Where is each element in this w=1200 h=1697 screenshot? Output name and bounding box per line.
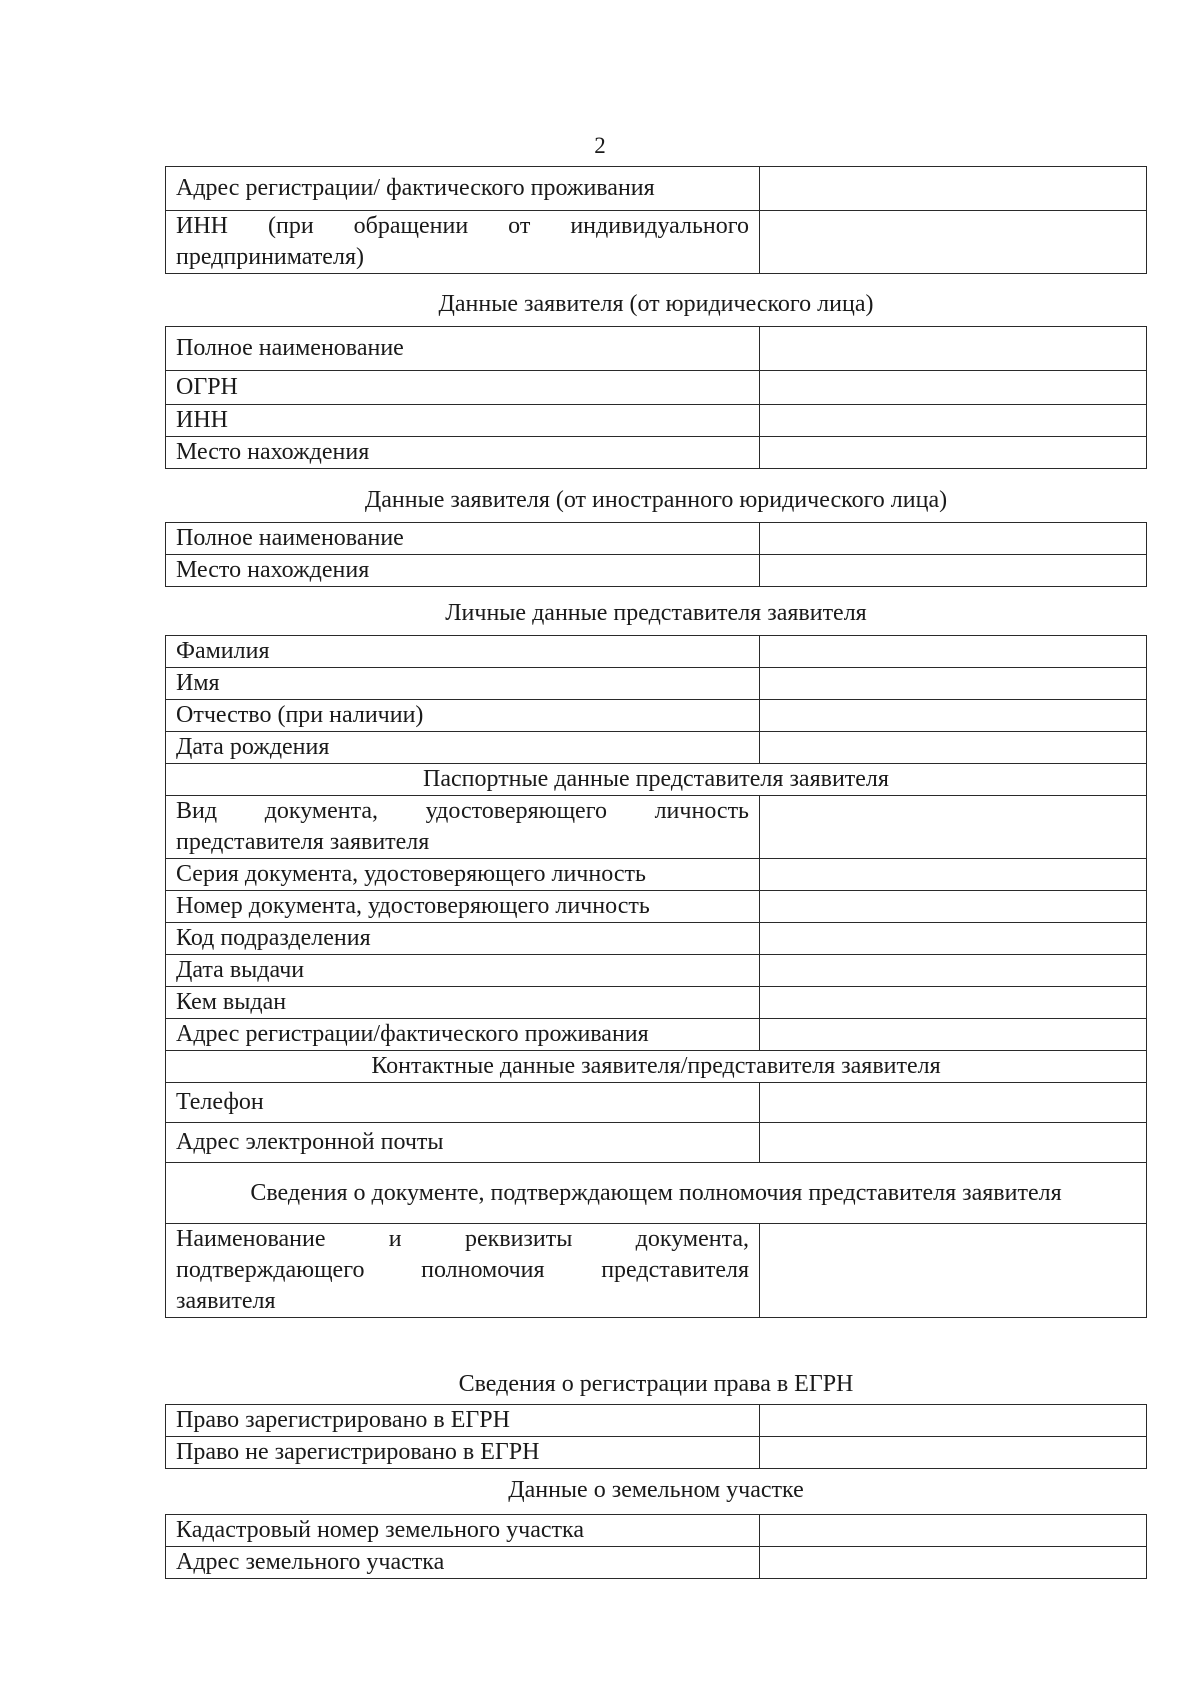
table-row bbox=[166, 1405, 1147, 1437]
row-value-field[interactable] bbox=[760, 1224, 1147, 1318]
table-row bbox=[166, 371, 1147, 405]
row-value-field[interactable] bbox=[760, 211, 1147, 274]
row-value-field[interactable] bbox=[760, 1515, 1147, 1547]
row-value-field[interactable] bbox=[760, 1405, 1147, 1437]
row-value-field[interactable] bbox=[760, 1083, 1147, 1123]
table-row bbox=[166, 1019, 1147, 1051]
table-row bbox=[166, 1123, 1147, 1163]
row-label: Телефон bbox=[166, 1083, 760, 1123]
representative-section bbox=[165, 597, 1147, 1318]
legal-entity-section bbox=[165, 288, 1147, 469]
table-row bbox=[166, 437, 1147, 469]
row-value-field[interactable] bbox=[760, 700, 1147, 732]
row-value-field[interactable] bbox=[760, 1437, 1147, 1469]
row-label: Кем выдан bbox=[166, 987, 760, 1019]
row-value-field[interactable] bbox=[760, 555, 1147, 587]
row-label: Полное наименование bbox=[166, 523, 760, 555]
row-label: Дата выдачи bbox=[166, 955, 760, 987]
row-value-field[interactable] bbox=[760, 437, 1147, 469]
table-row bbox=[166, 211, 1147, 274]
row-value-field[interactable] bbox=[760, 923, 1147, 955]
table-row bbox=[166, 764, 1147, 796]
applicant-address-section bbox=[165, 166, 1147, 274]
row-value-field[interactable] bbox=[760, 405, 1147, 437]
table-row bbox=[166, 327, 1147, 371]
row-label: Серия документа, удостоверяющего личность bbox=[166, 859, 760, 891]
table-row bbox=[166, 859, 1147, 891]
row-label: ОГРН bbox=[166, 371, 760, 405]
egrn-section bbox=[165, 1368, 1147, 1469]
passport-subheading: Паспортные данные представителя заявителя bbox=[166, 764, 1147, 796]
row-label: Код подразделения bbox=[166, 923, 760, 955]
table-row bbox=[166, 1437, 1147, 1469]
foreign-entity-section bbox=[165, 484, 1147, 587]
table-row bbox=[166, 1051, 1147, 1083]
egrn-table bbox=[165, 1404, 1147, 1469]
table-row bbox=[166, 987, 1147, 1019]
table-row bbox=[166, 167, 1147, 211]
row-label: Адрес электронной почты bbox=[166, 1123, 760, 1163]
section-heading: Данные о земельном участке bbox=[508, 1477, 804, 1503]
table-row bbox=[166, 796, 1147, 859]
table-row bbox=[166, 1547, 1147, 1579]
foreign-entity-table bbox=[165, 522, 1147, 587]
table-row bbox=[166, 405, 1147, 437]
row-label: Адрес регистрации/ фактического проживания bbox=[166, 167, 760, 211]
row-label: Кадастровый номер земельного участка bbox=[166, 1515, 760, 1547]
row-value-field[interactable] bbox=[760, 859, 1147, 891]
table-row bbox=[166, 891, 1147, 923]
section-heading: Личные данные представителя заявителя bbox=[445, 600, 867, 626]
land-plot-section bbox=[165, 1474, 1147, 1579]
row-value-field[interactable] bbox=[760, 891, 1147, 923]
row-value-field[interactable] bbox=[760, 327, 1147, 371]
table-row bbox=[166, 955, 1147, 987]
row-label: ИНН bbox=[166, 405, 760, 437]
row-label: Полное наименование bbox=[166, 327, 760, 371]
row-label: Место нахождения bbox=[166, 555, 760, 587]
row-label: Место нахождения bbox=[166, 437, 760, 469]
row-value-field[interactable] bbox=[760, 523, 1147, 555]
row-value-field[interactable] bbox=[760, 1123, 1147, 1163]
row-value-field[interactable] bbox=[760, 955, 1147, 987]
table-row bbox=[166, 636, 1147, 668]
row-label: Номер документа, удостоверяющего личность bbox=[166, 891, 760, 923]
row-label: Вид документа, удостоверяющего личность представителя заявителя bbox=[166, 796, 760, 859]
applicant-address-table bbox=[165, 166, 1147, 274]
row-label: Дата рождения bbox=[166, 732, 760, 764]
row-value-field[interactable] bbox=[760, 167, 1147, 211]
contact-subheading: Контактные данные заявителя/представителя заявителя bbox=[166, 1051, 1147, 1083]
row-label: ИНН (при обращении от индивидуального предпринимателя) bbox=[166, 211, 760, 274]
row-label: Фамилия bbox=[166, 636, 760, 668]
row-value-field[interactable] bbox=[760, 371, 1147, 405]
representative-table bbox=[165, 635, 1147, 1318]
land-plot-table bbox=[165, 1514, 1147, 1579]
table-row bbox=[166, 555, 1147, 587]
table-row bbox=[166, 700, 1147, 732]
row-label: Адрес регистрации/фактического проживания bbox=[166, 1019, 760, 1051]
row-label: Адрес земельного участка bbox=[166, 1547, 760, 1579]
row-label: Имя bbox=[166, 668, 760, 700]
row-value-field[interactable] bbox=[760, 1547, 1147, 1579]
row-value-field[interactable] bbox=[760, 668, 1147, 700]
table-row bbox=[166, 523, 1147, 555]
row-value-field[interactable] bbox=[760, 1019, 1147, 1051]
page-number: 2 bbox=[594, 133, 606, 158]
section-heading: Сведения о регистрации права в ЕГРН bbox=[458, 1371, 854, 1397]
table-row bbox=[166, 1163, 1147, 1224]
row-label: Наименование и реквизиты документа, подтверждающего полномочия представителя заявителя bbox=[166, 1224, 760, 1318]
row-value-field[interactable] bbox=[760, 796, 1147, 859]
section-heading: Данные заявителя (от иностранного юридического лица) bbox=[364, 487, 948, 513]
row-value-field[interactable] bbox=[760, 987, 1147, 1019]
section-heading: Данные заявителя (от юридического лица) bbox=[438, 291, 874, 317]
table-row bbox=[166, 923, 1147, 955]
row-value-field[interactable] bbox=[760, 732, 1147, 764]
row-label: Отчество (при наличии) bbox=[166, 700, 760, 732]
table-row bbox=[166, 1083, 1147, 1123]
legal-entity-table bbox=[165, 326, 1147, 469]
table-row bbox=[166, 1224, 1147, 1318]
authority-subheading: Сведения о документе, подтверждающем полномочия представителя заявителя bbox=[166, 1163, 1147, 1224]
table-row bbox=[166, 668, 1147, 700]
row-label: Право зарегистрировано в ЕГРН bbox=[166, 1405, 760, 1437]
table-row bbox=[166, 732, 1147, 764]
table-row bbox=[166, 1515, 1147, 1547]
row-value-field[interactable] bbox=[760, 636, 1147, 668]
row-label: Право не зарегистрировано в ЕГРН bbox=[166, 1437, 760, 1469]
